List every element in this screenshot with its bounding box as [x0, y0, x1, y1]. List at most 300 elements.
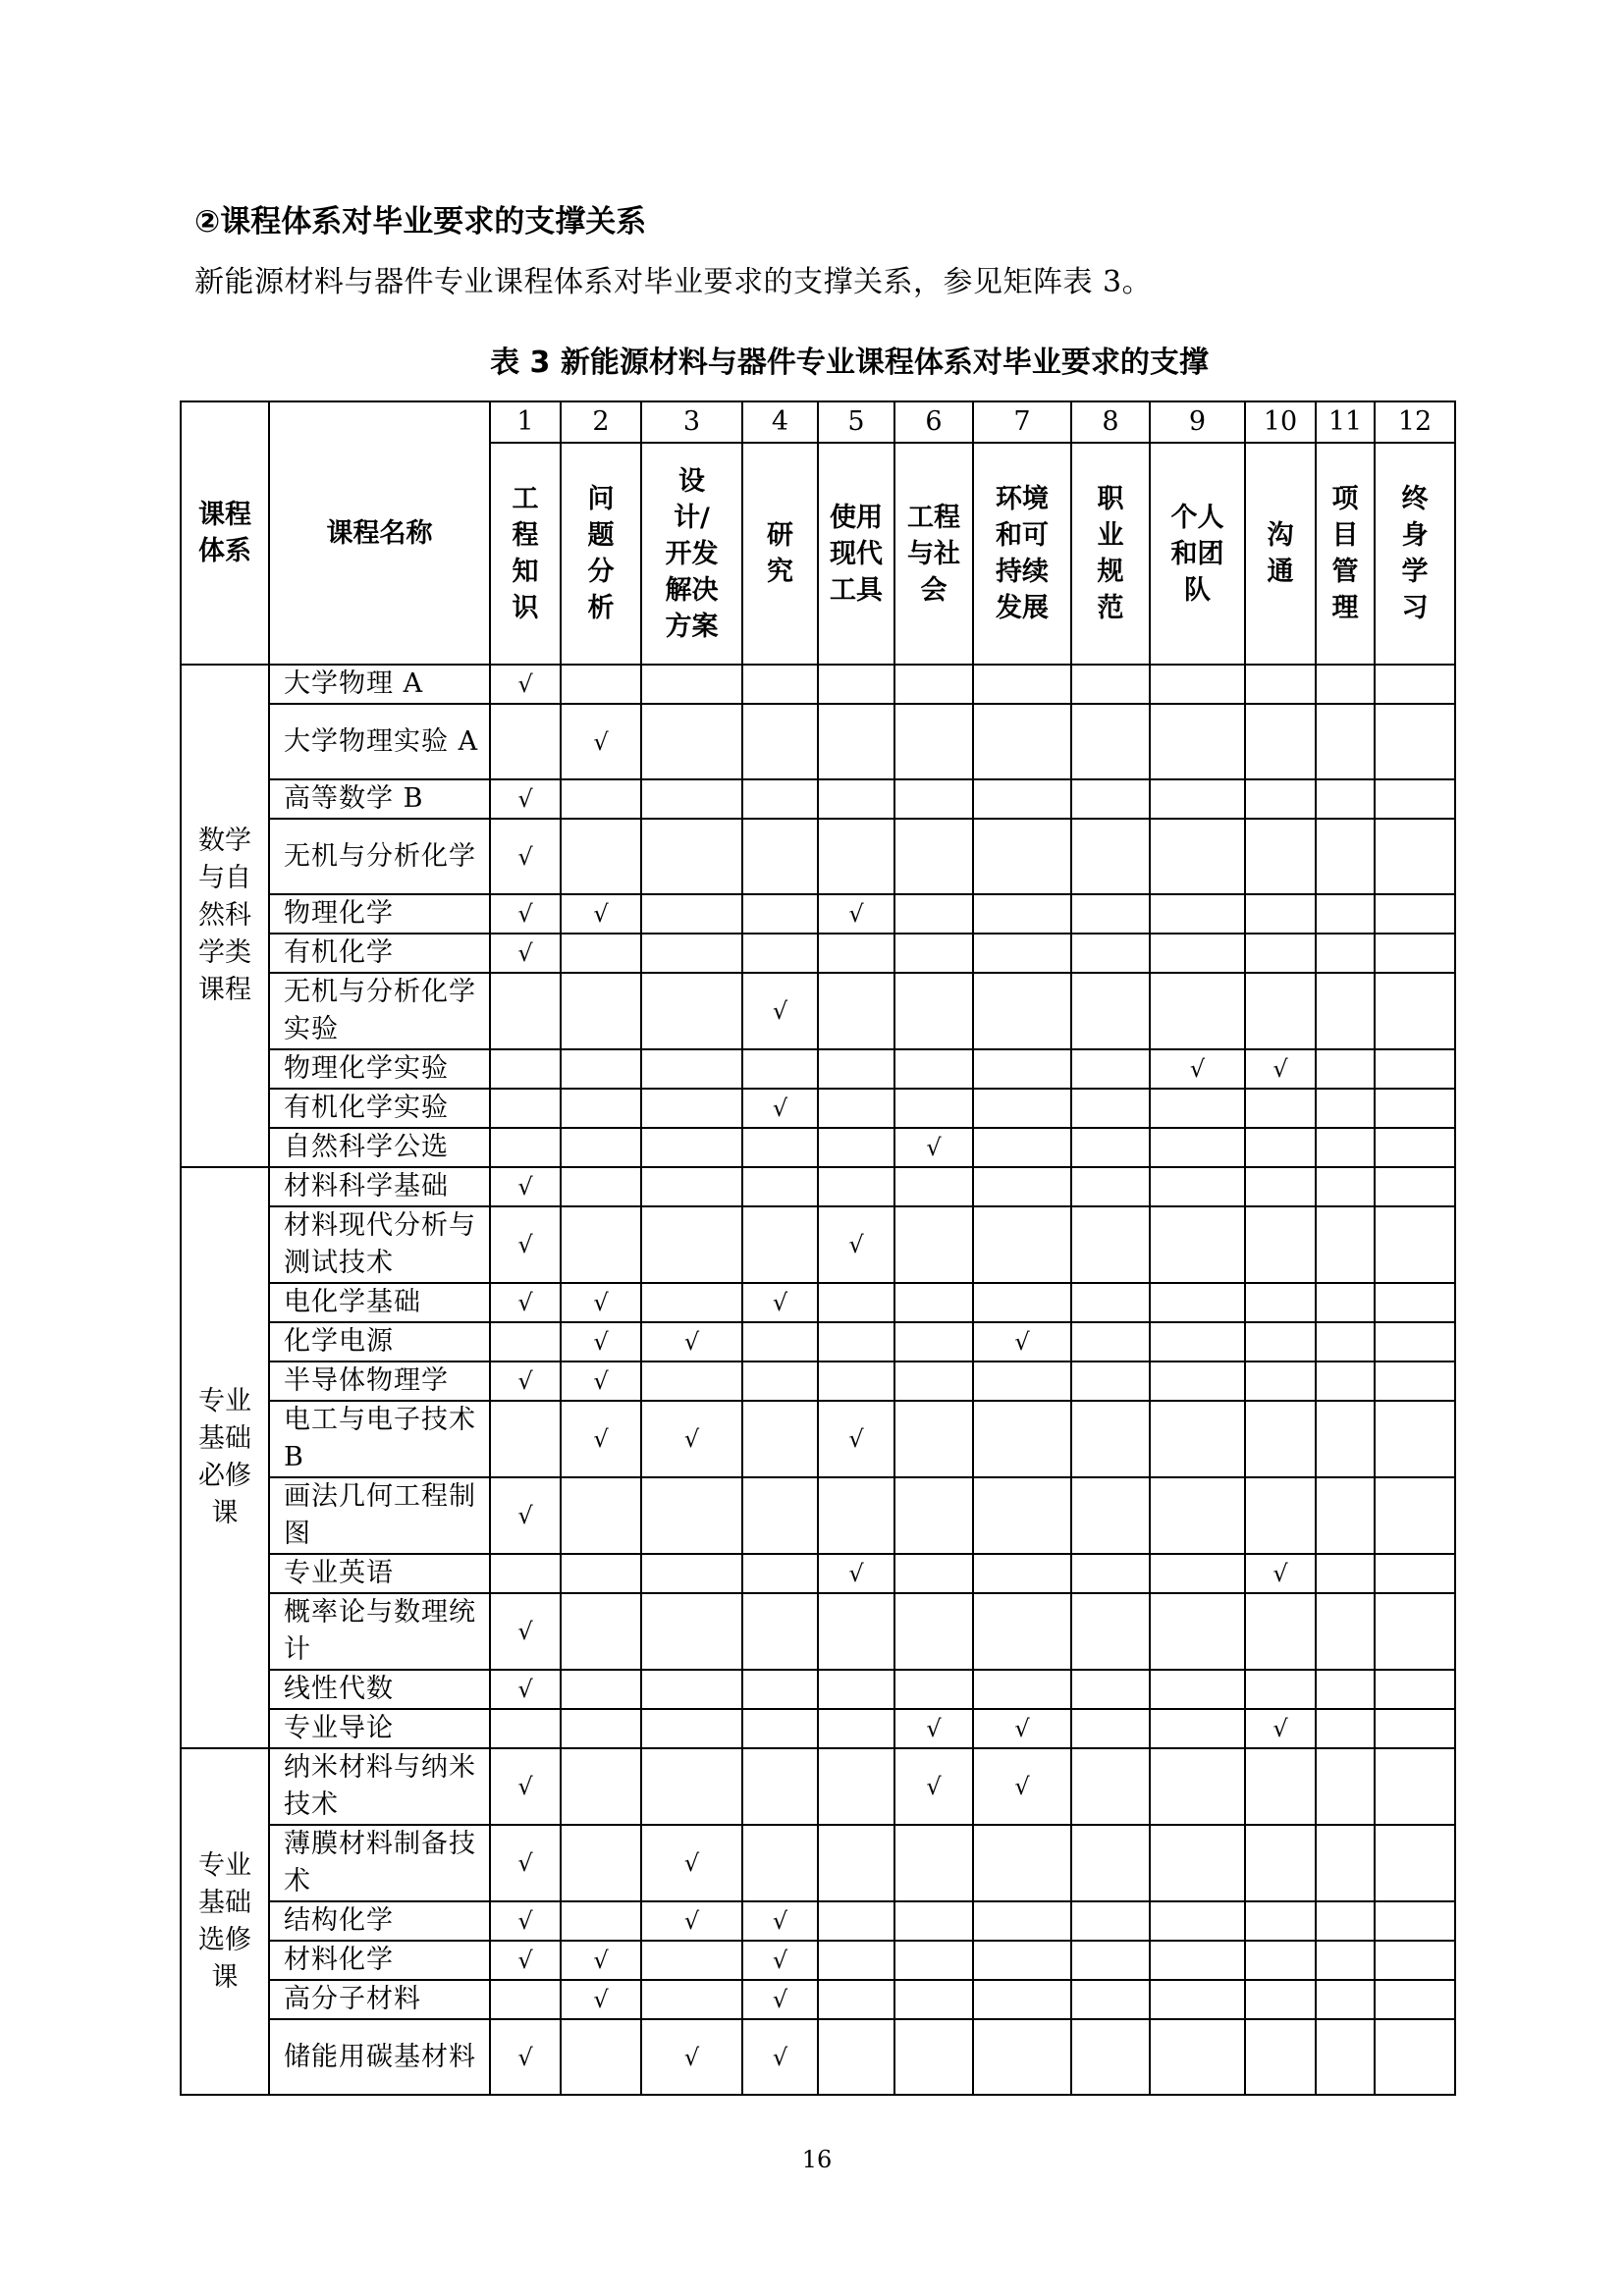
requirement-label: [641, 443, 742, 665]
matrix-cell: [1245, 1283, 1316, 1322]
check-mark: √: [772, 1095, 788, 1122]
matrix-cell: [894, 1670, 973, 1709]
matrix-cell: [1245, 1362, 1316, 1401]
matrix-cell: [641, 1593, 742, 1670]
matrix-cell: [561, 1709, 641, 1748]
matrix-cell: [742, 1089, 818, 1128]
check-mark: √: [517, 1367, 533, 1395]
matrix-cell: [490, 1709, 561, 1748]
matrix-cell: [818, 1401, 894, 1477]
matrix-cell: [1316, 934, 1375, 973]
header-course-name: 课程名称: [269, 401, 490, 665]
check-mark: √: [593, 1328, 609, 1356]
check-mark: √: [593, 1425, 609, 1453]
matrix-cell: [894, 1089, 973, 1128]
matrix-cell: [1375, 894, 1455, 934]
requirement-label-text: 职业规范: [1097, 484, 1124, 623]
requirement-label-text: 终身学习: [1401, 484, 1429, 623]
table-row: [181, 1477, 1455, 1554]
matrix-cell: [818, 819, 894, 894]
course-system-cell: [181, 1167, 269, 1748]
matrix-cell: [1150, 1901, 1245, 1941]
table-row: [181, 1089, 1455, 1128]
matrix-cell: [1150, 1670, 1245, 1709]
matrix-cell: [641, 1670, 742, 1709]
requirement-number: 9: [1150, 401, 1245, 443]
matrix-cell: [973, 779, 1071, 819]
matrix-cell: [818, 1593, 894, 1670]
matrix-cell: [1150, 665, 1245, 704]
matrix-cell: [894, 1401, 973, 1477]
matrix-cell: [973, 1167, 1071, 1206]
course-name: 高等数学 B: [269, 779, 490, 819]
matrix-cell: [1071, 973, 1150, 1049]
course-name: 电化学基础: [269, 1283, 490, 1322]
matrix-cell: [1150, 704, 1245, 779]
matrix-cell: [1316, 1748, 1375, 1825]
matrix-cell: [1150, 1477, 1245, 1554]
matrix-cell: [490, 1089, 561, 1128]
matrix-cell: [1150, 1206, 1245, 1283]
matrix-cell: [973, 1980, 1071, 2019]
matrix-cell: [641, 1322, 742, 1362]
matrix-cell: [1071, 1322, 1150, 1362]
matrix-cell: [894, 1980, 973, 2019]
matrix-cell: [1245, 1670, 1316, 1709]
matrix-cell: [1316, 1283, 1375, 1322]
matrix-cell: [1375, 1401, 1455, 1477]
matrix-cell: [1071, 1477, 1150, 1554]
requirement-number: 1: [490, 401, 561, 443]
matrix-cell: [561, 1283, 641, 1322]
intro-paragraph: 新能源材料与器件专业课程体系对毕业要求的支撑关系，参见矩阵表 3。: [194, 265, 1153, 299]
requirement-label-text: 设计/开发解决方案: [665, 465, 719, 642]
course-system-name: 专业基础选修课: [198, 1849, 251, 1993]
matrix-cell: [490, 1283, 561, 1322]
check-mark: √: [1272, 1055, 1288, 1083]
table-row: [181, 1128, 1455, 1167]
matrix-cell: [894, 1901, 973, 1941]
course-name: 材料现代分析与测试技术: [269, 1206, 490, 1283]
table-row: [181, 1980, 1455, 2019]
matrix-cell: [973, 1283, 1071, 1322]
matrix-cell: [894, 1825, 973, 1901]
matrix-cell: [818, 1128, 894, 1167]
matrix-cell: [973, 934, 1071, 973]
matrix-cell: [1150, 934, 1245, 973]
matrix-cell: [1245, 2019, 1316, 2095]
matrix-cell: [1071, 1206, 1150, 1283]
matrix-cell: [490, 1593, 561, 1670]
matrix-cell: [561, 1401, 641, 1477]
matrix-cell: [1071, 894, 1150, 934]
matrix-cell: [1245, 1709, 1316, 1748]
matrix-cell: [818, 1748, 894, 1825]
matrix-cell: [561, 1362, 641, 1401]
matrix-cell: [561, 1825, 641, 1901]
requirement-label-text: 工程知识: [512, 484, 539, 623]
matrix-cell: [561, 779, 641, 819]
matrix-cell: [561, 1554, 641, 1593]
course-name: 有机化学实验: [269, 1089, 490, 1128]
matrix-cell: [973, 1748, 1071, 1825]
matrix-cell: [490, 779, 561, 819]
course-system-cell: [181, 665, 269, 1167]
matrix-cell: [1375, 704, 1455, 779]
check-mark: √: [848, 1425, 864, 1453]
matrix-cell: [894, 1941, 973, 1980]
course-name: 线性代数: [269, 1670, 490, 1709]
matrix-cell: [818, 1941, 894, 1980]
matrix-cell: [1071, 819, 1150, 894]
requirement-label: [1316, 443, 1375, 665]
course-name: 储能用碳基材料: [269, 2019, 490, 2095]
matrix-cell: [561, 819, 641, 894]
check-mark: √: [517, 1907, 533, 1935]
matrix-cell: [490, 1670, 561, 1709]
matrix-cell: [894, 934, 973, 973]
matrix-cell: [641, 779, 742, 819]
check-mark: √: [772, 1289, 788, 1316]
matrix-cell: [1316, 1206, 1375, 1283]
matrix-cell: [1375, 1283, 1455, 1322]
course-system-name: 专业基础必修课: [198, 1386, 251, 1528]
requirement-number: 7: [973, 401, 1071, 443]
requirement-label: [1150, 443, 1245, 665]
matrix-cell: [1375, 1670, 1455, 1709]
matrix-cell: [818, 1901, 894, 1941]
matrix-cell: [1245, 1825, 1316, 1901]
table-row: [181, 1748, 1455, 1825]
matrix-cell: [1375, 1901, 1455, 1941]
matrix-cell: [561, 1089, 641, 1128]
table-row: [181, 894, 1455, 934]
matrix-cell: [818, 934, 894, 973]
matrix-cell: [742, 819, 818, 894]
matrix-cell: [1375, 1206, 1455, 1283]
matrix-cell: [818, 1709, 894, 1748]
matrix-cell: [742, 1593, 818, 1670]
check-mark: √: [593, 1986, 609, 2013]
matrix-cell: [973, 1825, 1071, 1901]
table-row: [181, 1401, 1455, 1477]
course-name: 纳米材料与纳米技术: [269, 1748, 490, 1825]
matrix-cell: [818, 1283, 894, 1322]
table-row: [181, 779, 1455, 819]
requirement-number: 5: [818, 401, 894, 443]
matrix-cell: [1150, 1283, 1245, 1322]
matrix-cell: [1245, 934, 1316, 973]
matrix-cell: [1150, 1709, 1245, 1748]
matrix-cell: [1245, 1322, 1316, 1362]
matrix-cell: [1375, 1477, 1455, 1554]
check-mark: √: [1014, 1328, 1030, 1356]
matrix-cell: [742, 1670, 818, 1709]
check-mark: √: [593, 1367, 609, 1395]
check-mark: √: [772, 2043, 788, 2071]
course-system-name: 数学与自然科学类课程: [198, 826, 251, 1005]
matrix-cell: [1245, 1401, 1316, 1477]
matrix-cell: [1316, 779, 1375, 819]
requirement-label: [1375, 443, 1455, 665]
matrix-cell: [1316, 704, 1375, 779]
table-row: [181, 1825, 1455, 1901]
matrix-cell: [1316, 665, 1375, 704]
matrix-cell: [1375, 1322, 1455, 1362]
matrix-cell: [894, 1283, 973, 1322]
course-name: 画法几何工程制图: [269, 1477, 490, 1554]
requirement-number: 6: [894, 401, 973, 443]
matrix-cell: [641, 1941, 742, 1980]
table-row: [181, 1709, 1455, 1748]
matrix-cell: [1245, 1206, 1316, 1283]
matrix-cell: [1071, 1554, 1150, 1593]
check-mark: √: [683, 1849, 700, 1877]
requirement-label-text: 环境和可持续发展: [996, 484, 1049, 623]
matrix-cell: [1375, 1593, 1455, 1670]
matrix-cell: [641, 1283, 742, 1322]
table-caption: 表 3 新能源材料与器件专业课程体系对毕业要求的支撑: [490, 346, 1209, 380]
matrix-cell: [818, 1167, 894, 1206]
matrix-cell: [561, 665, 641, 704]
matrix-cell: [1375, 1167, 1455, 1206]
matrix-cell: [641, 934, 742, 973]
check-mark: √: [517, 2043, 533, 2071]
requirement-label: [490, 443, 561, 665]
matrix-cell: [742, 779, 818, 819]
matrix-cell: [894, 1049, 973, 1089]
matrix-cell: [818, 1049, 894, 1089]
matrix-cell: [742, 1167, 818, 1206]
matrix-cell: [1245, 1477, 1316, 1554]
matrix-cell: [1245, 1554, 1316, 1593]
matrix-cell: [641, 704, 742, 779]
check-mark: √: [517, 1231, 533, 1258]
matrix-cell: [1245, 1980, 1316, 2019]
matrix-cell: [1375, 1362, 1455, 1401]
check-mark: √: [517, 1173, 533, 1201]
matrix-cell: [1316, 1322, 1375, 1362]
matrix-cell: [973, 819, 1071, 894]
check-mark: √: [683, 1328, 700, 1356]
matrix-cell: [973, 1941, 1071, 1980]
course-name: 薄膜材料制备技术: [269, 1825, 490, 1901]
requirement-label-text: 沟通: [1267, 520, 1294, 587]
matrix-cell: [742, 934, 818, 973]
matrix-cell: [490, 894, 561, 934]
course-name: 物理化学实验: [269, 1049, 490, 1089]
matrix-cell: [742, 1128, 818, 1167]
matrix-cell: [1316, 1128, 1375, 1167]
matrix-cell: [894, 2019, 973, 2095]
matrix-cell: [1071, 1901, 1150, 1941]
check-mark: √: [593, 727, 609, 756]
course-name: 高分子材料: [269, 1980, 490, 2019]
matrix-cell: [1316, 1980, 1375, 2019]
requirement-label: [818, 443, 894, 665]
matrix-cell: [1316, 819, 1375, 894]
matrix-cell: [818, 779, 894, 819]
course-name: 电工与电子技术 B: [269, 1401, 490, 1477]
requirement-label: [1245, 443, 1316, 665]
matrix-cell: [818, 1670, 894, 1709]
matrix-cell: [1375, 779, 1455, 819]
course-name: 材料化学: [269, 1941, 490, 1980]
check-mark: √: [926, 1773, 942, 1800]
matrix-cell: [894, 1322, 973, 1362]
matrix-cell: [1316, 1709, 1375, 1748]
course-name: 大学物理实验 A: [269, 704, 490, 779]
matrix-cell: [742, 1901, 818, 1941]
matrix-cell: [1316, 1670, 1375, 1709]
matrix-cell: [1316, 2019, 1375, 2095]
matrix-cell: [894, 1748, 973, 1825]
matrix-cell: [490, 1049, 561, 1089]
matrix-cell: [818, 1089, 894, 1128]
matrix-cell: [894, 819, 973, 894]
matrix-cell: [1150, 1401, 1245, 1477]
requirement-number: 4: [742, 401, 818, 443]
matrix-cell: [1150, 1593, 1245, 1670]
matrix-cell: [1245, 973, 1316, 1049]
table-row: [181, 2019, 1455, 2095]
matrix-cell: [818, 665, 894, 704]
matrix-cell: [818, 973, 894, 1049]
matrix-cell: [641, 1167, 742, 1206]
matrix-cell: [641, 819, 742, 894]
matrix-cell: [973, 704, 1071, 779]
requirement-label-text: 使用现代工具: [830, 502, 883, 606]
check-mark: √: [772, 1907, 788, 1935]
matrix-cell: [894, 973, 973, 1049]
matrix-cell: [742, 973, 818, 1049]
matrix-cell: [894, 704, 973, 779]
matrix-cell: [641, 1401, 742, 1477]
header-course-system-label: 课程体系: [198, 500, 251, 566]
requirement-number: 12: [1375, 401, 1455, 443]
check-mark: √: [848, 900, 864, 928]
matrix-cell: [1071, 1049, 1150, 1089]
check-mark: √: [517, 1502, 533, 1529]
matrix-cell: [490, 1980, 561, 2019]
matrix-cell: [1150, 973, 1245, 1049]
course-name: 自然科学公选: [269, 1128, 490, 1167]
matrix-cell: [1245, 1901, 1316, 1941]
course-name: 结构化学: [269, 1901, 490, 1941]
matrix-cell: [1375, 665, 1455, 704]
matrix-cell: [1245, 1049, 1316, 1089]
table-row: [181, 1206, 1455, 1283]
matrix-cell: [1375, 1128, 1455, 1167]
page-number: 16: [801, 2146, 833, 2173]
matrix-cell: [641, 1089, 742, 1128]
matrix-cell: [742, 1825, 818, 1901]
matrix-cell: [1150, 1128, 1245, 1167]
matrix-cell: [1071, 1089, 1150, 1128]
matrix-cell: [561, 704, 641, 779]
matrix-cell: [1150, 1748, 1245, 1825]
course-name: 化学电源: [269, 1322, 490, 1362]
check-mark: √: [593, 1947, 609, 1974]
matrix-cell: [742, 894, 818, 934]
matrix-cell: [490, 665, 561, 704]
matrix-cell: [1150, 819, 1245, 894]
matrix-cell: [973, 1362, 1071, 1401]
matrix-cell: [641, 1206, 742, 1283]
matrix-cell: [490, 1401, 561, 1477]
matrix-cell: [1071, 704, 1150, 779]
table-row: [181, 1941, 1455, 1980]
matrix-cell: [561, 1128, 641, 1167]
matrix-cell: [742, 1206, 818, 1283]
matrix-cell: [490, 704, 561, 779]
matrix-cell: [1150, 1980, 1245, 2019]
check-mark: √: [517, 1676, 533, 1703]
matrix-cell: [1150, 1167, 1245, 1206]
requirement-label-text: 个人和团队: [1170, 502, 1224, 606]
matrix-cell: [1150, 894, 1245, 934]
matrix-cell: [1245, 1128, 1316, 1167]
matrix-cell: [1375, 1049, 1455, 1089]
check-mark: √: [593, 1289, 609, 1316]
matrix-cell: [490, 1901, 561, 1941]
matrix-cell: [818, 1554, 894, 1593]
table-row: [181, 1593, 1455, 1670]
matrix-cell: [1316, 1362, 1375, 1401]
matrix-cell: [818, 704, 894, 779]
matrix-cell: [818, 1322, 894, 1362]
check-mark: √: [517, 670, 533, 698]
matrix-cell: [1316, 1089, 1375, 1128]
matrix-cell: [641, 1709, 742, 1748]
table-row: [181, 665, 1455, 704]
matrix-cell: [973, 894, 1071, 934]
course-name: 概率论与数理统计: [269, 1593, 490, 1670]
matrix-cell: [818, 894, 894, 934]
matrix-cell: [490, 934, 561, 973]
matrix-cell: [1316, 1049, 1375, 1089]
matrix-cell: [973, 1206, 1071, 1283]
check-mark: √: [517, 1289, 533, 1316]
matrix-cell: [1071, 1748, 1150, 1825]
matrix-cell: [973, 1670, 1071, 1709]
matrix-cell: [973, 1593, 1071, 1670]
matrix-cell: [973, 2019, 1071, 2095]
check-mark: √: [517, 1773, 533, 1800]
matrix-cell: [742, 1322, 818, 1362]
matrix-cell: [1071, 1670, 1150, 1709]
matrix-cell: [973, 973, 1071, 1049]
check-mark: √: [517, 900, 533, 928]
matrix-cell: [1316, 894, 1375, 934]
matrix-cell: [641, 665, 742, 704]
requirement-number: 10: [1245, 401, 1316, 443]
section-title: ②课程体系对毕业要求的支撑关系: [194, 204, 647, 240]
matrix-cell: [1245, 1593, 1316, 1670]
requirement-number: 2: [561, 401, 641, 443]
matrix-cell: [1245, 1941, 1316, 1980]
header-number-row: [181, 401, 1455, 443]
matrix-cell: [490, 1362, 561, 1401]
matrix-cell: [742, 665, 818, 704]
matrix-cell: [1316, 1167, 1375, 1206]
matrix-cell: [1150, 1362, 1245, 1401]
matrix-cell: [1316, 973, 1375, 1049]
matrix-cell: [490, 1128, 561, 1167]
check-mark: √: [772, 1947, 788, 1974]
matrix-cell: [1316, 1901, 1375, 1941]
matrix-cell: [561, 2019, 641, 2095]
